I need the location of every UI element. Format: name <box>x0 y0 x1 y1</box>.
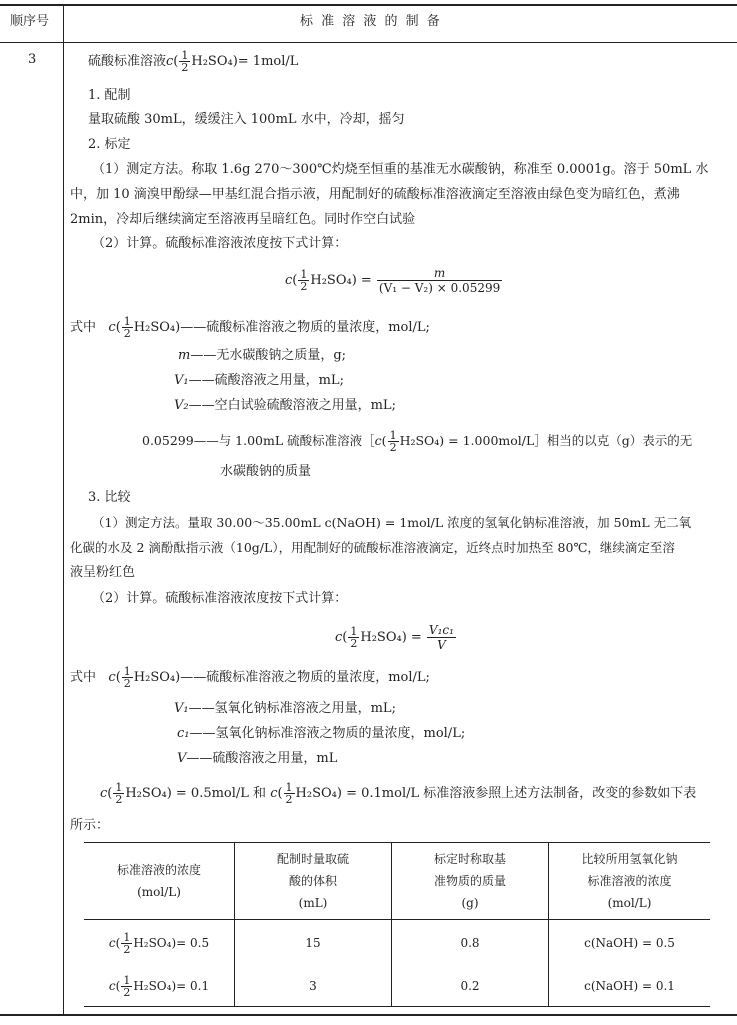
table-cell: 15 <box>235 920 392 967</box>
sec3-def-v: V——硫酸溶液之用量，mL <box>177 751 338 766</box>
sec2-equation: c( $\frac{1}{2}$ H₂SO₄) = $\frac{m}{\text{(V₁ − V₂) × 0.05299}}$ <box>285 266 501 295</box>
sec3-p1-line1: （1）测定方法。量取 30.00～35.00mL c(NaOH) = 1mol/L 浓度的氢氧化钠标准溶液，加 50mL 无二氧 <box>92 515 692 530</box>
sec2-p1-line3: 2min，冷却后继续滴定至溶液再呈暗红色。同时作空白试验 <box>70 212 416 227</box>
sec2-def-v2: V₂——空白试验硫酸溶液之用量，mL; <box>174 398 396 413</box>
table-header-cell: 配制时量取硫 酸的体积 (mL) <box>235 843 392 920</box>
header-col2: 标 准 溶 液 的 制 备 <box>300 14 442 29</box>
table-cell: 3 <box>235 966 392 1007</box>
table-cell: 0.2 <box>392 966 549 1007</box>
sec3-def-v1: V₁——氢氧化钠标准溶液之用量，mL; <box>174 701 396 716</box>
sec2-def-k: 0.05299——与 1.00mL 硫酸标准溶液［c( $\frac{1}{2}$ H₂SO₄) = 1.000mol/L］相当的以克（g）表示的无 <box>142 429 693 454</box>
table-cell: c(NaOH) = 0.5 <box>549 920 711 967</box>
sec3-equation: c( $\frac{1}{2}$ H₂SO₄) = $\frac{\text{V₁c₁}}{V}$ <box>335 623 454 652</box>
sec1-heading: 1. 配制 <box>88 88 131 103</box>
table-cell: c( $\frac{1}{2}$ H₂SO₄)= 0.5 <box>108 930 210 956</box>
table-cell: c(NaOH) = 0.1 <box>549 966 711 1007</box>
sec2-def-v1: V₁——硫酸溶液之用量，mL; <box>174 373 344 388</box>
parameter-table <box>84 842 710 1007</box>
table-row <box>84 966 710 1007</box>
sec3-heading: 3. 比较 <box>88 490 131 505</box>
table-header-row <box>84 843 710 920</box>
table-header-cell: 标准溶液的浓度 (mol/L) <box>84 843 235 920</box>
solution-title: 硫酸标准溶液c( $\frac{1}{2}$ H₂SO₄)= 1mol/L <box>88 49 299 74</box>
note-line2: 所示： <box>70 818 110 833</box>
sec2-p1-line1: （1）测定方法。称取 1.6g 270～300℃灼烧至恒重的基准无水碳酸钠，称准至 0.0001g。溶于 50mL 水 <box>92 162 709 177</box>
note-line1: c( $\frac{1}{2}$ H₂SO₄) = 0.5mol/L 和 c( $\frac{1}{2}$ H₂SO₄) = 0.1mol/L 标准溶液参照上述方法制备，改变的参数如下表 <box>100 781 697 806</box>
sec2-def-c: 式中 c( $\frac{1}{2}$ H₂SO₄)——硫酸标准溶液之物质的量浓度，mol/L; <box>70 315 430 340</box>
sec2-heading: 2. 标定 <box>88 137 131 152</box>
sec3-p1-line3: 液呈粉红色 <box>70 565 136 580</box>
header-rule <box>0 42 737 43</box>
table-row <box>84 920 710 967</box>
table-cell: c( $\frac{1}{2}$ H₂SO₄)= 0.1 <box>108 973 210 999</box>
sec2-p2: （2）计算。硫酸标准溶液浓度按下式计算： <box>92 236 348 251</box>
sec2-def-k-cont: 水碳酸钠的质量 <box>220 464 312 479</box>
column-divider <box>63 4 64 1014</box>
sec2-def-m: m——无水碳酸钠之质量，g; <box>178 348 347 363</box>
sec2-p1-line2: 中，加 10 滴溴甲酚绿—甲基红混合指示液，用配制好的硫酸标准溶液滴定至溶液由绿色变为暗红色，煮沸 <box>70 187 680 202</box>
sec1-text: 量取硫酸 30mL，缓缓注入 100mL 水中，冷却，摇匀 <box>88 112 405 127</box>
sec3-p2: （2）计算。硫酸标准溶液浓度按下式计算： <box>92 591 348 606</box>
bottom-rule <box>0 1014 737 1016</box>
sec3-p1-line2: 化碳的水及 2 滴酚酞指示液（10g/L），用配制好的硫酸标准溶液滴定，近终点时加热至 80℃，继续滴定至溶 <box>70 540 675 555</box>
table-header-cell: 标定时称取基 准物质的质量 (g) <box>392 843 549 920</box>
sec3-def-c1: c₁——氢氧化钠标准溶液之物质的量浓度，mol/L; <box>177 726 466 741</box>
header-col1: 顺序号 <box>10 14 50 29</box>
row-number: 3 <box>28 52 37 67</box>
top-rule <box>0 4 737 6</box>
table-cell: 0.8 <box>392 920 549 967</box>
fraction: $\frac{1}{2}$ <box>181 49 189 74</box>
sec3-def-c: 式中 c( $\frac{1}{2}$ H₂SO₄)——硫酸标准溶液之物质的量浓度，mol/L; <box>70 665 430 690</box>
table-header-cell: 比较所用氢氧化钠 标准溶液的浓度 (mol/L) <box>549 843 711 920</box>
